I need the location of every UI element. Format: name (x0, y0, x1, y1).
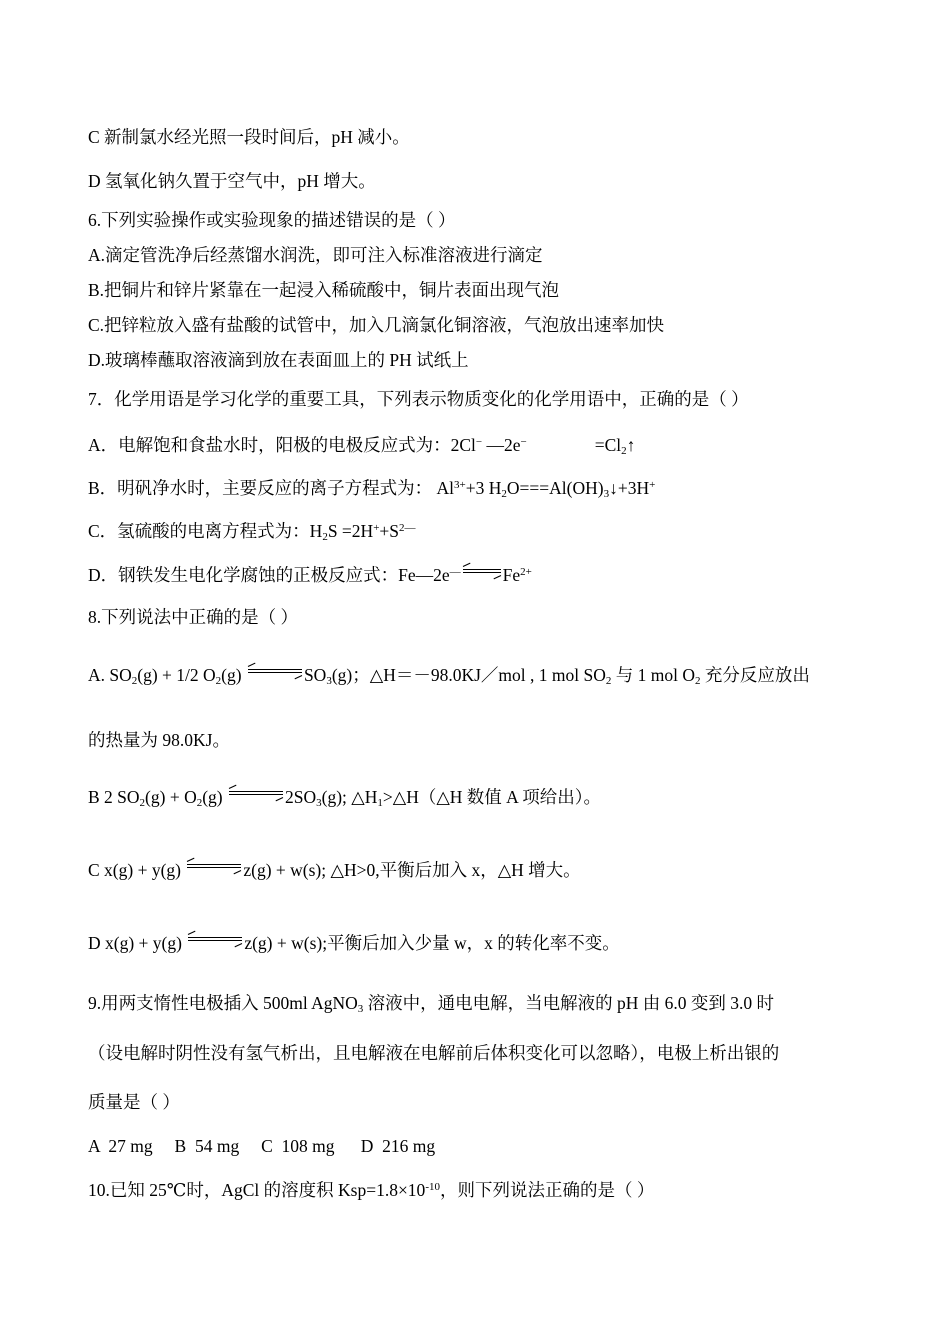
question-9-cont1: （设电解时阴性没有氢气析出，且电解液在电解前后体积变化可以忽略），电极上析出银的 (88, 1043, 780, 1063)
question-10: 10.已知 25℃时，AgCl 的溶度积 $Ksp=1.8\times 10^{-10}$，则下列说法正确的是（ ） (88, 1180, 655, 1200)
equilibrium-arrow (246, 664, 304, 686)
equilibrium-arrow (227, 786, 285, 808)
option-c-q6: C.把锌粒放入盛有盐酸的试管中，加入几滴氯化铜溶液，气泡放出速率加快 (88, 315, 665, 335)
option-a-q8: A. $SO_2(g) + 1/2$ $O_2(g)$ $SO_3(g)$；△H＝－98.0KJ／mol , 1 mol $SO_2$ 与 1 mol $O_2$ 充分反应放出 (88, 664, 810, 686)
option-d-q8: D x(g) + y(g) z(g) + w(s);平衡后加入少量 w，x 的转化率不变。 (88, 932, 620, 954)
option-c-q7: C．氢硫酸的电离方程式为：$H_2S =2H^++S^{2—}$ (88, 521, 416, 543)
option-c-q8: C x(g) + y(g) z(g) + w(s); △H>0,平衡后加入 x，△H 增大。 (88, 859, 581, 881)
options-q9: A 27 mg B 54 mg C 108 mg D 216 mg (88, 1136, 436, 1156)
question-8: 8.下列说法中正确的是（ ） (88, 607, 298, 627)
equilibrium-arrow (461, 564, 503, 586)
option-d-q7: D．钢铁发生电化学腐蚀的正极反应式：Fe—2e— $Fe^{2+}$ (88, 564, 532, 586)
option-b-q6: B.把铜片和锌片紧靠在一起浸入稀硫酸中，铜片表面出现气泡 (88, 280, 560, 300)
option-c-q5: C 新制氯水经光照一段时间后，pH 减小。 (88, 127, 410, 147)
question-9-cont2: 质量是（ ） (88, 1092, 180, 1112)
option-b-q7: B．明矾净水时，主要反应的离子方程式为： $Al^{3+}+3$ $H_2O===Al(OH)_3↓+3H^+$ (88, 478, 656, 500)
equilibrium-arrow (186, 932, 244, 954)
option-a-q8-cont: 的热量为 98.0KJ。 (88, 730, 230, 750)
option-d-q5: D 氢氧化钠久置于空气中，pH 增大。 (88, 171, 376, 191)
option-b-q8: B 2 $SO_2(g) + O_2(g)$ $2SO_3(g)$; $\triangle H_1>\triangle H(\triangle H$ 数值 A 项给出）。 (88, 786, 601, 808)
option-a-q6: A.滴定管洗净后经蒸馏水润洗，即可注入标准溶液进行滴定 (88, 245, 543, 265)
question-6: 6.下列实验操作或实验现象的描述错误的是（ ） (88, 210, 456, 230)
option-d-q6: D.玻璃棒蘸取溶液滴到放在表面皿上的 PH 试纸上 (88, 350, 469, 370)
question-9: 9.用两支惰性电极插入 500ml AgNO$_3$ 溶液中，通电电解，当电解液的 pH 由 6.0 变到 3.0 时 (88, 993, 775, 1015)
equilibrium-arrow (185, 859, 243, 881)
option-a-q7: A．电解饱和食盐水时，阳极的电极反应式为：2Cl− —2e− $=Cl_2↑$ (88, 435, 636, 457)
question-7: 7．化学用语是学习化学的重要工具，下列表示物质变化的化学用语中，正确的是（ ） (88, 389, 749, 409)
